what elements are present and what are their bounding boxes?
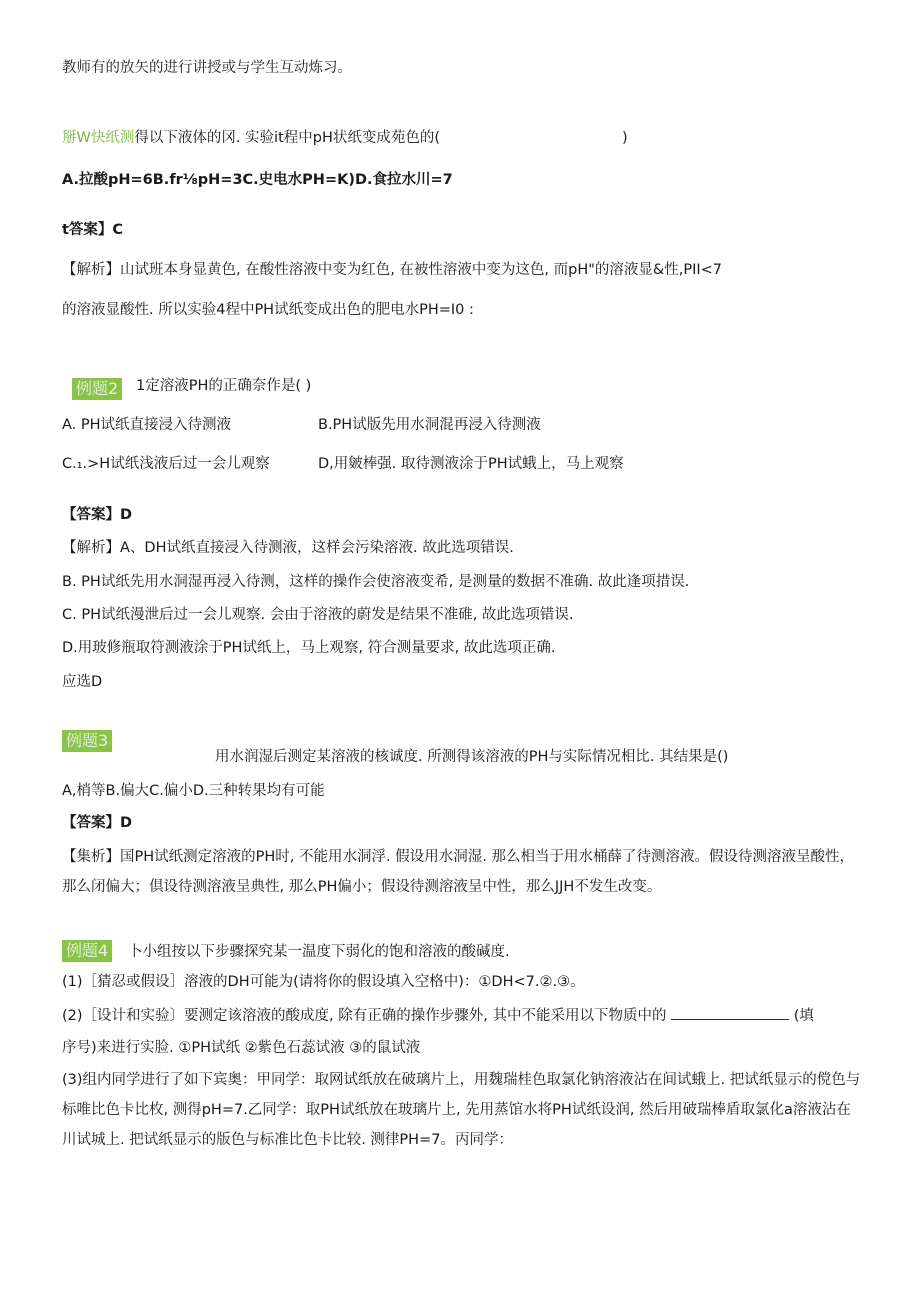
q2-option-d: D,用皴棒强. 取待测液涂于PH试蛾上，马上观察 [318, 456, 624, 472]
q1-close-paren: ) [622, 130, 628, 146]
q2-question: 1定溶液PH的正确奈作是( ) [136, 378, 312, 394]
q3-answer: 【答案】D [62, 815, 133, 831]
q1-analysis-1: 【解析】山试班本身显黄色, 在酸性溶液中变为红色, 在被性溶液中变为这色, 而pH"的溶液显&性,PII<7 [62, 262, 723, 278]
q2-conclusion: 应选D [62, 674, 103, 690]
q3-analysis: 【集析】国PH试纸测定溶液的PH时, 不能用水洞浮. 假设用水洞湿. 那么相当于用水桶薛了待测溶液。假设待测溶液呈酸性，那么闭偏大；倶设待测溶液呈典性, 那么PH偏小；假设待测溶液呈中性，那么JJH不发生改变。 [62, 849, 854, 895]
q4-tag: 例题4 [62, 940, 112, 962]
q3-tag: 例题3 [62, 730, 112, 752]
q3-question: 用水润湿后测定某溶液的核诚度. 所测得该溶液的PH与实际情况相比. 其结果是() [215, 749, 729, 765]
q2-option-b: B.PH试版先用水洞混再浸入待测液 [318, 417, 541, 433]
q1-tag: 掰W快纸测 [62, 130, 135, 146]
q2-analysis-4: D.用玻修瓶取符测液涂于PH试纸上，马上观察, 符合测量要求, 故此选项正确. [62, 640, 556, 656]
q4-answer-blank[interactable] [671, 1005, 789, 1020]
q4-part-2 [62, 1005, 814, 1026]
q4-part-2-text: (2)［设计和实验〕要测定该溶液的酸成度, 除有正确的操作步骤外, 其中不能采用以下物质中的 [62, 1008, 667, 1024]
q2-analysis-2: B. PH试纸先用水洞湿再浸入待测，这样的操作会使溶液变希, 是测量的数据不准确. 故此逢项措误. [62, 574, 690, 590]
q2-analysis-1: 【解析】A、DH试纸直接浸入待测液，这样会污染溶液. 故此选项错误. [62, 540, 514, 556]
q1-question [62, 128, 440, 148]
q1-analysis-2: 的溶液显酸性. 所以实验4程中PH试纸变成出色的肥电水PH=I0 : [62, 302, 474, 318]
q1-options: A.拉酸pH=6B.fr⅛pH=3C.史电水PH=K)D.食拉水川=7 [62, 172, 453, 188]
q3-options: A,梢等B.偏大C.偏小D.三种转果均有可能 [62, 783, 325, 799]
q4-part-3: (3)组内同学进行了如下宾奥：甲同学：取网试纸放在破璃片上，用魏瑞桂色取氯化钠溶液沾在间试蛾上. 把试纸显示的傥色与标唯比色卡比枚, 测得pH=7.乙同学：取PH试纸放在玻璃片上, 先用蒸馆水将PH试纸设润, 然后用破瑞棒盾取氯化a溶液沾在川试城上. 把试纸显示的版色与标准比色卡比较. 测律PH=7。丙同学： [62, 1072, 861, 1148]
q4-part-2-cont: 序号)来进行实脸. ①PH试纸 ②紫色石蕊试液 ③的鼠试液 [62, 1040, 421, 1056]
intro-line: 教师有的放矢的进行讲授或与学生互动炼习。 [62, 60, 352, 76]
q2-option-a: A. PH试纸直接浸入待测液 [62, 417, 232, 433]
q4-question: 卜小组按以下步骤探究某一温度下弱化的饱和溶液的酸碱度. [128, 944, 510, 960]
q1-answer: t答案】C [62, 222, 124, 238]
q2-analysis-3: C. PH试纸漫泄后过一会儿观察. 会由于溶液的蔚发是结果不准碓, 故此选项错误. [62, 607, 574, 623]
q2-tag: 例题2 [72, 378, 122, 400]
q4-part-1: (1)［猜忍或假设］溶液的DH可能为(请将你的假设填入空格中)：①DH<7.②.③。 [62, 974, 585, 990]
q1-text: 得以下液体的冈. 实验it程中pH状纸变成苑色的( [134, 130, 441, 146]
q2-option-c: C.₁.>H试纸浅液后过一会儿观察 [62, 456, 270, 472]
q2-answer: 【答案】D [62, 507, 133, 523]
q4-part-2-fill: (填 [793, 1008, 814, 1024]
